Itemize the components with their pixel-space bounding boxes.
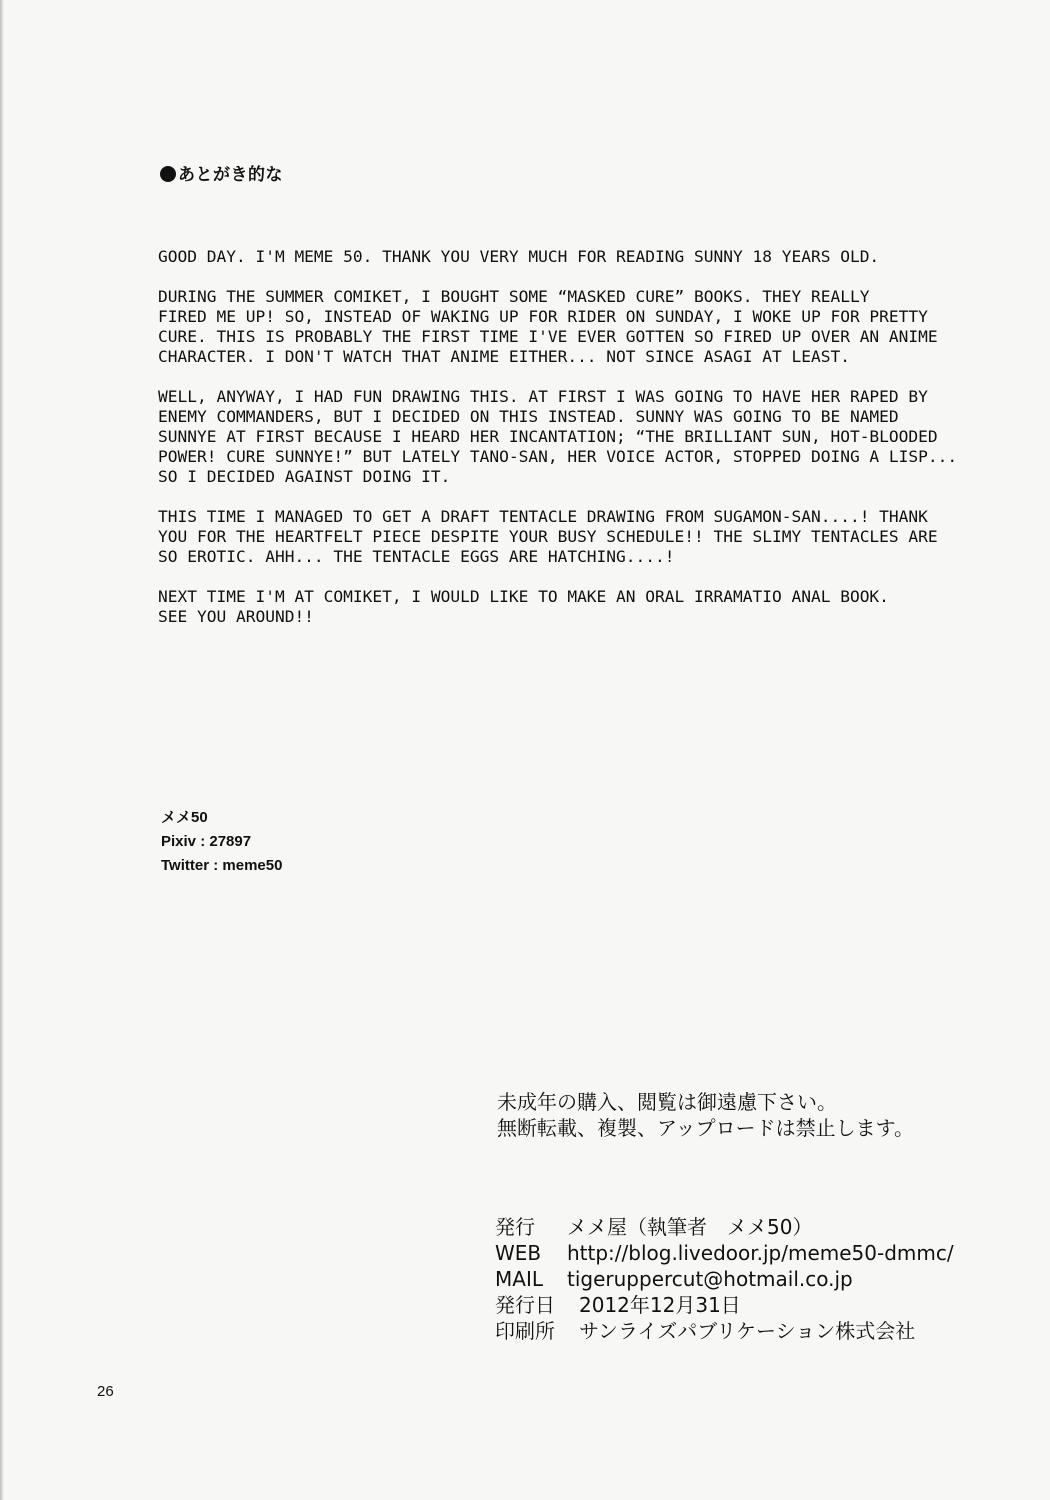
- colophon-date: [495, 1292, 954, 1318]
- colophon-date-value: 2012年12月31日: [579, 1293, 741, 1317]
- legal-notice: [497, 1089, 914, 1141]
- afterword-paragraph-2: DURING THE SUMMER COMIKET, I BOUGHT SOME “MASKED CURE” BOOKS. THEY REALLY FIRED ME UP! SO, INSTEAD OF WAKING UP FOR RIDER ON SUNDAY, I WOKE UP FOR PRETTY CURE. THIS IS PROBABLY THE FIRST TIME I'VE EVER GOTTEN SO FIRED UP OVER AN ANIME CHARACTER. I DON'T WATCH THAT ANIME EITHER... NOT SINCE ASAGI AT LEAST.: [158, 287, 938, 366]
- page-number: 26: [97, 1383, 114, 1400]
- page-edge-shadow: [0, 0, 4, 1500]
- afterword-paragraph-5: NEXT TIME I'M AT COMIKET, I WOULD LIKE TO MAKE AN ORAL IRRAMATIO ANAL BOOK. SEE YOU AROUND!!: [158, 587, 889, 626]
- afterword-heading-text: あとがき的な: [178, 165, 283, 185]
- author-name: メメ50: [161, 809, 208, 826]
- afterword-paragraph-4: THIS TIME I MANAGED TO GET A DRAFT TENTACLE DRAWING FROM SUGAMON-SAN....! THANK YOU FOR THE HEARTFELT PIECE DESPITE YOUR BUSY SCHEDULE!! THE SLIMY TENTACLES ARE SO EROTIC. AHH... THE TENTACLE EGGS ARE HATCHING....!: [158, 507, 938, 566]
- colophon-mail: [495, 1266, 954, 1292]
- colophon-web: [495, 1240, 954, 1266]
- bullet-icon: [160, 166, 176, 182]
- colophon-date-label: 発行日: [495, 1293, 555, 1317]
- afterword-paragraph-1: GOOD DAY. I'M MEME 50. THANK YOU VERY MUCH FOR READING SUNNY 18 YEARS OLD.: [158, 247, 880, 266]
- colophon-mail-value: tigeruppercut@hotmail.co.jp: [567, 1267, 853, 1291]
- afterword-paragraph-3: WELL, ANYWAY, I HAD FUN DRAWING THIS. AT FIRST I WAS GOING TO HAVE HER RAPED BY ENEMY COMMANDERS, BUT I DECIDED ON THIS INSTEAD. SUNNY WAS GOING TO BE NAMED SUNNYE AT FIRST BECAUSE I HEARD HER INCANTATION; “THE BRILLIANT SUN, HOT-BLOODED POWER! CURE SUNNYE!” BUT LATELY TANO-SAN, HER VOICE ACTOR, STOPPED DOING A LISP... SO I DECIDED AGAINST DOING IT.: [158, 387, 958, 486]
- legal-notice-line-2: 無断転載、複製、アップロードは禁止します。: [497, 1116, 914, 1140]
- author-twitter: Twitter : meme50: [161, 857, 283, 874]
- colophon-publisher: [495, 1214, 954, 1240]
- colophon-web-value: http://blog.livedoor.jp/meme50-dmmc/: [567, 1241, 954, 1265]
- colophon-printer-label: 印刷所: [495, 1319, 555, 1343]
- colophon-printer-value: サンライズパブリケーション株式会社: [579, 1319, 916, 1343]
- colophon-mail-label: MAIL: [495, 1267, 543, 1291]
- colophon-publisher-label: 発行: [495, 1215, 535, 1239]
- afterword-body: [158, 247, 1008, 647]
- colophon-publisher-value: メメ屋（執筆者 メメ50）: [567, 1215, 813, 1239]
- legal-notice-line-1: 未成年の購入、閲覧は御遠慮下さい。: [497, 1090, 837, 1114]
- afterword-heading: [160, 160, 283, 185]
- author-pixiv: Pixiv : 27897: [161, 833, 252, 850]
- colophon-printer: [495, 1318, 954, 1344]
- colophon: [495, 1214, 954, 1344]
- colophon-web-label: WEB: [495, 1241, 542, 1265]
- author-credits: [161, 806, 282, 878]
